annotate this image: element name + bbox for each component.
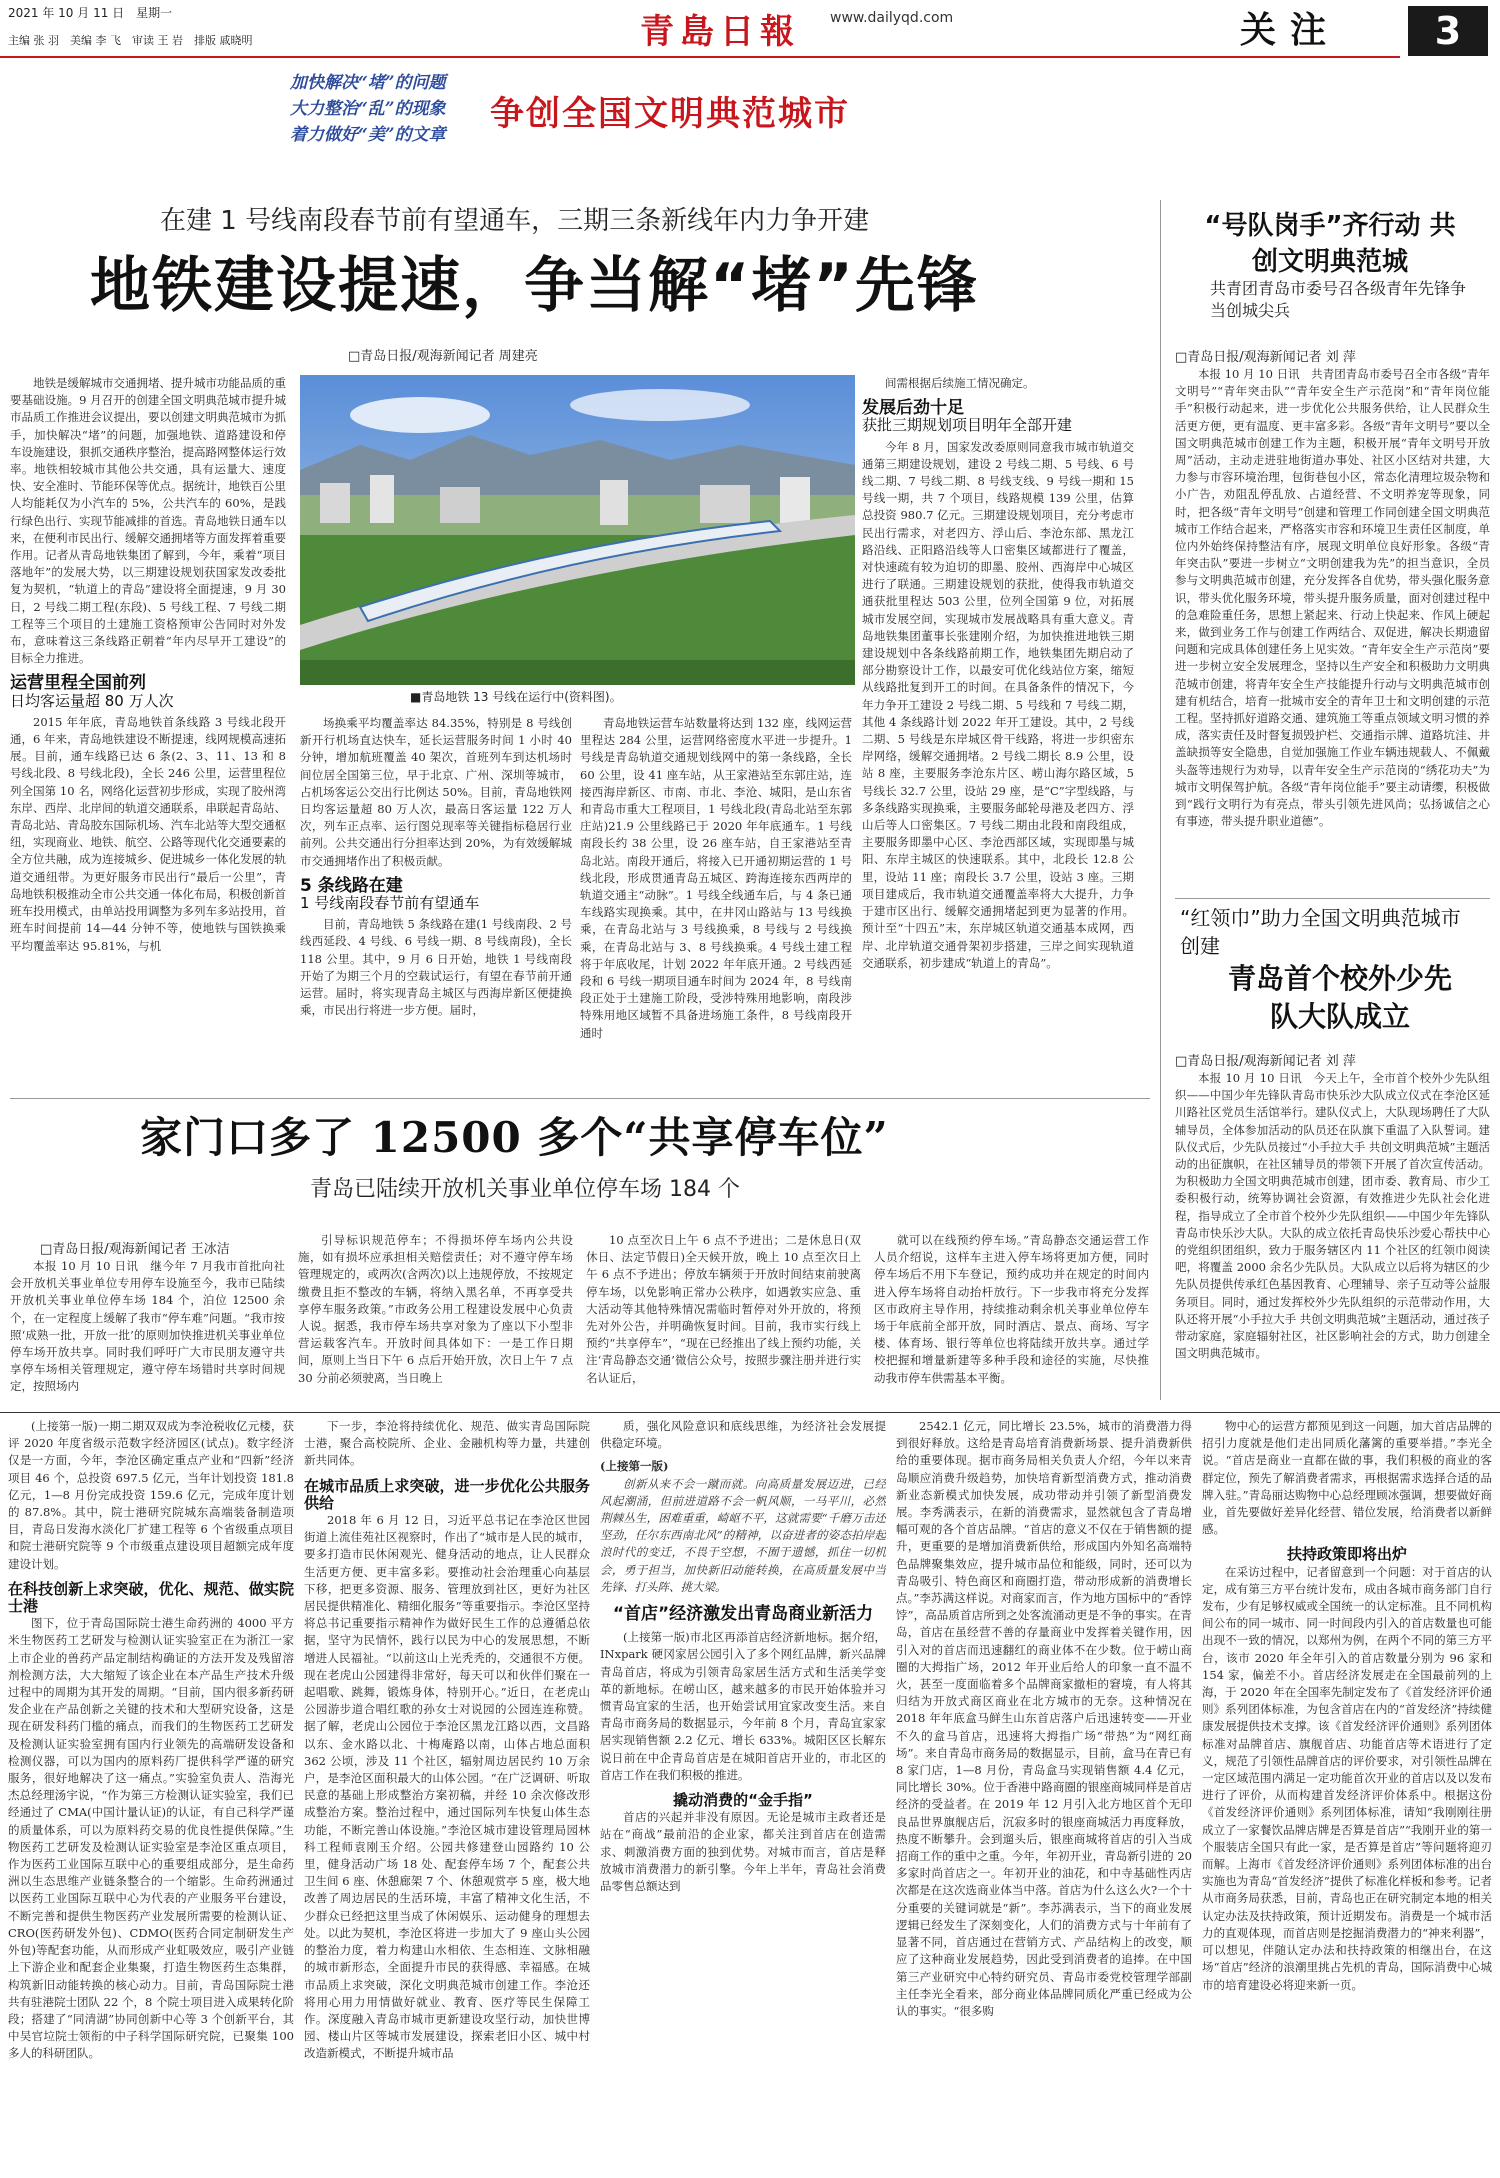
header-rule — [0, 56, 1400, 58]
paragraph: 地铁是缓解城市交通拥堵、提升城市功能品质的重要基础设施。9 月召开的创建全国文明典范城市提升城市品质工作推进会议提出，要以创建文明典范城市为抓手，加快解决“堵”的问题，加强地铁、道路建设和停车设施建设，狠抓交通秩序整治，提高路网整体运行效率。地铁相较城市其他公共交通，具有运量大、速度快、安全准时、节能环保等优点。据统计，地铁百公里人均能耗仅为小汽车的 5%，公共汽车的 60%，是践行绿色出行、实现节能减排的首选。青岛地铁日通车以来，在便利市民出行、缓解交通拥堵等方面发挥着重要作用。记者从青岛地铁集团了解到，今年，乘着“项目落地年”的发展大势，以三期建设规划获国家发改委批复为契机，“轨道上的青岛”建设将全面提速，9 月 30 日，2 号线二期工程(东段)、5 号线工程、7 号线二期工程等三个项目的土建施工资格预审公告同时对外发布，意味着这三条线路正朝着“年内尽早开工建设”的目标全力推进。 — [10, 376, 286, 666]
issue-date: 2021 年 10 月 11 日 星期一 — [8, 6, 173, 20]
section-divider — [1175, 898, 1490, 899]
paragraph: 引导标识规范停车；不得损坏停车场内公共设施，如有损坏应承担相关赔偿责任；对不遵守停车场管理规定的，或两次(含两次)以上违规停放，不按规定缴费且拒不整改的车辆，将纳入黑名单，不再享受共享停车服务政策。”市政务公用工程建设发展中心负责人说。据悉，我市停车场共享对象为了座以下小型非营运载客汽车。开放时间具体如下：一是工作日期间，原则上当日下午 6 点后开始开放，次日上午 7 点 30 分前必须驶离，当日晚上 — [298, 1233, 573, 1385]
paragraph: 物中心的运营方都预见到这一问题，加大首店品牌的招引力度就是他们走出同质化藩篱的重要举措。”李光全说。“首店是商业一直都在做的事，我们积极的商业的客群定位，预先了解消费者需求，再根据需求选择合适的品牌入驻。”青岛丽达购物中心总经理顾冰强调，想要做好商业，首先要做好差异化经营、错位发展，给消费者以新鲜感。 — [1202, 1419, 1492, 1537]
paragraph: 2015 年年底，青岛地铁首条线路 3 号线北段开通，6 年来，青岛地铁建设不断提速，线网规模高速拓展。目前，通车线路已达 6 条(2、3、11、13 和 8 号线北段、8 号线北段)，全长 246 公里，运营里程位列全国第 10 名，网络化运营初步形成，实现了胶州湾东岸、西岸、北岸间的轨道交通联系，串联起青岛站、青岛北站、青岛胶东国际机场、汽车北站等大型交通枢纽，实现商业、地铁、航空、公路等现代化交通要素的全方位共融，成为连接城乡、促进城乡一体化发展的轨道交通纽带。为更好服务市民出行“最后一公里”，青岛地铁积极推动全市公共交通一体化布局，积极创新首班车投用模式，由单站投用调整为多列车多站投用，首班车时间提前 14—44 分钟不等，使地铁与国铁换乘平均覆盖率达 95.81%，与机 — [10, 714, 286, 953]
paragraph: 10 点至次日上午 6 点不予进出；二是休息日(双休日、法定节假日)全天候开放，晚上 10 点至次日上午 6 点不予进出；停放车辆须于开放时间结束前驶离停车场，以免影响正常办公秩序，如遇敦实应急、重大活动等其他特殊情况需临时暂停对外开放的，将预先对外公告，并明确恢复时间。目前，我市实行线上预约“共享停车”，“现在已经推出了线上预约功能，关注‘青岛静态交通’微信公众号，按照步骤注册并进行实名认证后， — [586, 1233, 861, 1385]
subhead: 扶持政策即将出炉 — [1286, 1545, 1407, 1564]
paragraph: 在采访过程中，记者留意到一个问题：对于首店的认定，成有第三方平台统计发布，成由各城市商务部门自行发布，少有足够权威或全国统一的认定标准。且不同机构间公布的同一城市、同一时间段内引入的首店数量也可能出现不一致的情况，以郑州为例，在两个不同的第三方平台，该市 2020 年全年引入的首店数量分别为 96 家和 154 家，偏差不小。首店经济发展走在全国最前列的上海，于 2020 年在全国率先制定发布了《首发经济评价通则》系列团体标准，为包含首店在内的“首发经济”持续健康发展提供技术支撑。该《首发经济评价通则》系列团体标准对品牌首店、旗舰首店、功能首店等术语进行了定义，规范了引领性品牌首店的评价要求，对引领性品牌在一定区域范围内满足一定功能首次开业的首店以及以发布进行了评价，从而构建首发经济评价体系中。根据这份《首发经济评价通则》系列团体标准，请知“我刚刚往册成立了一家餐饮品牌店牌是否算是首店”“我刚开业的第一个服装店全国只有此一家，是否算是首店”等问题将迎刃而解。上海市《首发经济评价通则》系列团体标准的出台实施也为青岛“首发经济”提供了标准化样板和参考。记者从市商务局获悉，目前，青岛也正在研究制定本地的相关认定办法及扶持政策，预计近期发布。消费是一个城市活力的直观体现，而首店则是挖掘消费潜力的“神来利器”，可以想见，伴随认定办法和扶持政策的相继出台，在这场“首店”经济的浪潮里挑占先机的青岛，国际消费中心城市的培育建设必将迎来新一页。 — [1202, 1564, 1492, 1992]
bottom-column-1 — [8, 1418, 294, 2173]
bottom-column-2 — [304, 1418, 590, 2173]
paragraph: 首店的兴起并非没有原因。无论是城市主政者还是站在“商战”最前沿的企业家，都关注到首店在创造需求、刺激消费方面的独到优势。对城市而言，首店是释放城市消费潜力的新引擎。今年上半年，青岛社会消费品零售总额达到 — [600, 1810, 886, 1894]
paragraph: 本报 10 月 10 日讯 继今年 7 月我市首批向社会开放机关事业单位专用停车设施至今，我市已陆续开放机关事业单位停车场 184 个，泊位 12500 余个，在一定程度上缓解了我市“停车难”问题。“我市按照‘成熟一批，开放一批’的原则加快推进机关事业单位停车场开放共享。同时我们呼吁广大市民朋友遵守共享停车场相关管理规定，遵守停车场错时共享时间规定，按照场内 — [10, 1259, 285, 1394]
bottom-column-5 — [1202, 1418, 1492, 2173]
lead-byline: □青岛日报/观海新闻记者 周建亮 — [348, 349, 538, 364]
page-number: 3 — [1408, 6, 1488, 56]
parking-subtitle: 青岛已陆续开放机关事业单位停车场 184 个 — [310, 1177, 740, 1202]
parking-column-2 — [298, 1232, 573, 1408]
paragraph: 图下，位于青岛国际院士港生命药洲的 4000 平方米生物医药工艺研发与检测认证实验室正在为浙江一家上市企业的兽药产品定制结构确证的方法开发及残留溶剂检测方法，大大缩短了该企业在本产品生产技术升级过程中的周期为其开发的周期。“目前，国内很多新药研发企业在产品创新之关键的技术和大型研究设备，这是现在研发科药门槛的痛点，而我们的生物医药工艺研发及检测认证实验室拥有国内行业领先的高端研发设备和检测仪器，可以为国内的原料药厂提供科学严谨的研究服务，很好地解决了这一痛点。”实验室负责人、浩海光杰总经理汤宇说，“作为第三方检测认证实验室，我们已经通过了 CMA(中国计量认证)的认证，有自己科学严谨的质量体系，可以为原料药交易的优良性提供保障。”生物医药工艺研发及检测认证实验室是李沧区重点项目，作为医药工业国际互联中心的重要组成部分，是生命药洲以生态思维产业链条整合的一个缩影。生命药洲通过以医药工业国际互联中心为代表的产业服务平台建设，不断完善和提供生物医药产业发展所需要的检测认证、CRO(医药研发外包)、CDMO(医药合同定制研发生产外包)等配套功能，从而形成产业虹吸效应，吸引产业链上下游企业和配套企业集聚，打造生物医药生态集群，构筑新旧动能转换的核心动力。目前，青岛国际院士港共有驻港院士团队 22 个，8 个院士项目进入成果转化阶段；搭建了“同清湖”协同创新中心等 3 个创新平台，其中吴官垃院士领衔的中子科学国际研究院，已聚集 100 多人的科研团队。 — [8, 1616, 294, 2061]
subhead-sub: 获批三期规划项目明年全部开建 — [862, 416, 1073, 435]
editor-credits: 主编 张 羽 美编 李 飞 审读 王 岩 排版 戚晓明 — [8, 34, 253, 47]
side2-title: 青岛首个校外少先队大队成立 — [1227, 962, 1452, 1033]
side1-title: “号队岗手”齐行动 共创文明典范城 — [1204, 211, 1456, 277]
paragraph: (上接第一版)市北区再添首店经济新地标。据介绍，INxpark 硬冈家居公园引入了多个网红品牌，新兴品牌青岛首店，将成为引领青岛家居生活方式和生活美学变革的新地标。在崂山区，越来越多的市民开始体验并习惯青岛宜家的生活，也开始尝试用宜家改变生活。来自青岛市商务局的数据显示，今年前 8 个月，青岛宜家家居实现销售额 2.2 亿元、增长 633%。城阳区区长解东说日前在中企青岛首店是在城阳首店开业的，市北区的首店工作在我们积极的推进。 — [600, 1630, 886, 1782]
paragraph: 青岛地铁运营车站数量将达到 132 座，线网运营里程达 284 公里，运营网络密度水平进一步提升。1 号线是青岛轨道交通规划线网中的第一条线路，全长 60 公里，设 41 座车站，从王家港站至东郭庄站，连接西海岸新区、市南、市北、李沧、城阳，是山东省和青岛市重大工程项目，1 号线北段(青岛北站至东郭庄站)21.9 公里线路已于 2020 年年底通车。1 号线南段长约 38 公里，设 26 座车站，自王家港站至青岛北站。南段开通后，将接入已开通初期运营的 1 号线北段，形成贯通青岛五城区、跨海连接东西两岸的轨道交通主“动脉”。1 号线全线通车后，与 4 条已通车线路实现换乘。其中，在井冈山路站与 13 号线换乘，在青岛北站与 3 号线换乘，8 号线与 2 号线换乘，在青岛北站与 3、8 号线换乘。4 号线土建工程将于年底收尾，计划 2022 年年底开通。2 号线西延段和 6 号线一期项目通车时间为 2024 年，8 号线南段正处于土建施工阶段，受涉特殊用地影响，南段涉特殊用地区域暂不具备进场施工条件，8 号线南段开通时 — [580, 716, 852, 1040]
lead-subtitle: 在建 1 号线南段春节前有望通车，三期三条新线年内力争开建 — [160, 206, 870, 236]
paragraph: 2542.1 亿元，同比增长 23.5%，城市的消费潜力得到很好释放。这给是青岛培育消费新场景、提升消费新供给的重要体现。据市商务局相关负责人介绍，今年以来青岛顺应消费升级趋势，加快培育新型消费方式，推动消费新业态新模式加快发展，成功带动并引领了新型消费发展。李秀满表示，在新的消费需求，显然就包含了青岛增幅可观的各个首店品牌。“首店的意义不仅在于销售额的提升，更重要的是增加消费新供给，形成国内外知名高端特色品牌聚集效应，提升城市品位和能级，同时，还可以为青岛吸引、特色商区和商圈打造，带动形成新的消费增长点。”李苏满这样说。对商家而言，作为地方国标中的“香饽饽”，高品质首店所到之处客流涌动更是不争的事实。在青岛，首店在虽经营不善的存量商业中发挥着关键作用，因引入对的首店而迅速翻红的商业体不在少数。位于崂山商圈的大拇指广场，2012 年开业后给人的印象一直不温不火，甚至一度面临着多个品牌商家撤柜的窘境，有人将其归结为开放式商区商业在北方城市的无奈。这种情况在 2018 年年底盒马鲜生山东首店落户后迅速转变——开业不久的盒马首店，迅速将大拇指广场“带热”为“网红商场”。来自青岛市商务局的数据显示，目前，盒马在青已有 8 家门店，1—8 月份，青岛盒马实现销售额 4.4 亿元，同比增长 30%。位于香港中路商圈的银座商城同样是首店经济的受益者。在 2019 年 12 月引入北方地区首个无印良品世界旗舰店后，沉寂多时的银座商城活力再度释放，热度不断攀升。会到遛头后，银座商城将首店的引入当成招商工作的重中之重。今年，年初开业，青岛新引进的 20 多家时尚首店之一。年初开业的油花，和中寺基础性丙店次都是在这次选商业体当中落。首店为什么这么火?一个十分重要的关键词就是“新”。李苏满表示，当下的商业发展逻辑已经发生了深刻变化，人们的消费方式与十年前有了显著不同，首店通过在营销方式、产品结构上的改变，顺应了这种商业发展趋势，因此受到消费者的追捧。在中国第三产业研究中心特约研究员、青岛市委党校管理学部副主任李光全看来，部分商业体品牌同质化严重已经成为公认的事实。“很多购 — [896, 1419, 1192, 2018]
slogan: 加快解决“堵”的问题 — [290, 73, 446, 93]
paragraph: 间需根据后续施工情况确定。 — [885, 376, 1035, 390]
photo-caption: ■青岛地铁 13 号线在运行中(资料图)。 — [410, 690, 622, 704]
slogan: 大力整治“乱”的现象 — [290, 99, 446, 119]
bottom-column-3 — [600, 1418, 886, 2173]
parking-column-4 — [874, 1232, 1149, 1408]
paragraph: 目前，青岛地铁 5 条线路在建(1 号线南段、2 号线西延段、4 号线、6 号线一期、8 号线南段)，全长 118 公里。其中，9 月 6 日开始，地铁 1 号线南段开始了为期三个月的空载试运行，有望在春节前开通运营。届时，将实现青岛主城区与西海岸新区便捷换乘，市民出行将进一步方便。届时， — [300, 917, 572, 1018]
campaign-banner — [290, 66, 930, 152]
commentary-text: 创新从来不会一蹴而就。向高质量发展迈进，已经风起潮涌，但前进道路不会一帆风顺，一马平川，必然荆棘丛生，困难重重，崎岖不平，这就需要“千磨万击还坚劲，任尔东西南北风”的精神，以奋进者的姿态拍岸起浪时代的变迁，不畏于空想，不囿于遗憾，抓住一切机会，勇于担当，加快新旧动能转换，在高质量发展中当先锋、打头阵、挑大梁。 — [600, 1476, 886, 1594]
masthead — [0, 0, 1500, 60]
subhead: 5 条线路在建 — [300, 875, 403, 896]
subhead: 发展后劲十足 — [862, 398, 964, 419]
parking-byline: □青岛日报/观海新闻记者 王冰洁 — [40, 1242, 230, 1257]
lead-column-2 — [300, 715, 572, 1095]
lead-title: 地铁建设提速，争当解“堵”先锋 — [90, 251, 979, 321]
section-divider — [0, 1412, 1500, 1413]
subhead: “首店”经济激发出青岛商业新活力 — [612, 1604, 874, 1625]
slogan: 着力做好“美”的文章 — [290, 125, 446, 145]
paragraph: 场换乘平均覆盖率达 84.35%，特别是 8 号线创新开行机场直达快车，延长运营服务时间 1 小时 40 分钟，增加航班覆盖 40 架次，首班列车到达机场时间位居全国第三位，早于北京、广州、深圳等城市，占机场客运公交出行比例达 50%。目前，青岛地铁网日均客运量超 80 万人次，最高日客运量 122 万人次，列车正点率、运行图兑现率等关键指标稳居行业前列。公共交通出行分担率达到 20%，为有效缓解城市交通拥堵作出了积极贡献。 — [300, 716, 572, 868]
lead-column-4 — [862, 375, 1134, 1095]
section-name: 关注 — [1240, 9, 1341, 51]
newspaper-logo: 青島日報 — [640, 12, 800, 52]
paragraph: 今年 8 月，国家发改委原则同意我市城市轨道交通第三期建设规划，建设 2 号线二期、5 号线、6 号线二期、7 号线二期、8 号线支线、9 号线一期和 15 号线一期，共 7 个项目，线路规模 139 公里，估算总投资 980.7 亿元。三期建设规划项目，充分考虑市民出行需求，对老四方、浮山后、李沧东部、黑龙江路沿线、正阳路沿线等人口密集区域都进行了覆盖，对快速疏有较为迫切的即墨、胶州、西海岸中心城区进行了联通。三期建设规划的获批，使得我市轨道交通获批里程达 503 公里，位列全国第 9 位，对拓展城市发展空间，实现城市发展战略具有重大意义。青岛地铁集团董事长张建刚介绍，为加快推进地铁三期建设规划中各条线路前期工作，地铁集团先期启动了部分勘察设计工作，以最安可优化线站位方案，缩短从线路批复到开工的时间。在具备条件的情况下，今年力争开工建设 2 号线二期、5 号线和 7 号线二期，其他 4 条线路计划 2022 年开工建设。其中，2 号线二期、5 号线是东岸城区骨干线路，将进一步织密东岸网络，缓解交通拥堵。2 号线二期长 8.9 公里，设站 8 座，主要服务李沧东片区、崂山海尔路区域，5 号线长 32.7 公里，设站 29 座，是“C”字型线路，与多条线路实现换乘，主要服务邮轮母港及老四方、浮山后等人口密集区。7 号线二期由北段和南段组成，主要服务即墨中心区、李沧西部区域，实现即墨与城阳、东岸主城区的快速联系。其中，北段长 12.8 公里，设站 11 座；南段长 3.7 公里，设站 3 座。三期项目建成后，我市轨道交通覆盖率将大大提升，力争于建市区出行、缓解交通拥堵起到更为显著的作用。预计至“十四五”末，东岸城区轨道交通基本成网，西岸、北岸轨道交通骨架初步搭建，三岸之间实现轨道交通联系，初步建成“轨道上的青岛”。 — [862, 439, 1134, 970]
lead-column-1 — [10, 375, 286, 1095]
paragraph: (上接第一版)一期二期双双成为李沧税收亿元楼，获评 2020 年度省级示范数字经济园区(试点)。数字经济仅是一方面，今年，李沧区确定重点产业和“四新”经济项目 46 个，总投资 697.5 亿元，当年计划投资 181.8 亿元，1—8 月份完成投资 159.6 亿元，完成年度计划的 87.8%。其中，院士港研究院城东高端装备制造项目，青岛日发海水淡化厂扩建工程等 6 个省级重点项目和院士港研究院等 9 个市级重点建设项目超额完成年度建设计划。 — [8, 1419, 294, 1571]
side2-body — [1175, 1070, 1490, 1405]
subhead-sub: 1 号线南段春节前有望通车 — [300, 894, 480, 913]
section-divider — [10, 1098, 1150, 1099]
side2-byline: □青岛日报/观海新闻记者 刘 萍 — [1175, 1054, 1356, 1069]
column-divider — [1160, 200, 1161, 1400]
parking-column-1 — [10, 1258, 285, 1408]
side1-subtitle: 共青团青岛市委号召各级青年先锋争当创城尖兵 — [1210, 279, 1467, 320]
subway-photo — [300, 375, 855, 685]
site-url[interactable]: www.dailyqd.com — [830, 10, 954, 26]
subhead: 在科技创新上求突破，优化、规范、做实院士港 — [8, 1579, 294, 1616]
paragraph: 质，强化风险意识和底线思维，为经济社会发展提供稳定环境。 — [600, 1419, 886, 1451]
lead-column-3 — [580, 715, 852, 1095]
bottom-column-4 — [896, 1418, 1192, 2173]
subhead: 撬动消费的“金手指” — [673, 1791, 813, 1810]
side2-kicker: “红领巾”助力全国文明典范城市创建 — [1180, 906, 1461, 958]
paragraph: 下一步，李沧将持续优化、规范、做实青岛国际院士港，聚合高校院所、企业、金融机构等力量，共建创新共同体。 — [304, 1419, 590, 1468]
side1-body — [1175, 366, 1490, 896]
parking-title: 家门口多了 12500 多个“共享停车位” — [140, 1113, 889, 1162]
paragraph: 就可以在线预约停车场。”青岛静态交通运营工作人员介绍说，这样车主进入停车场将更加方便，同时停车场后不用下车登记，预约成功并在规定的时间内进入停车场将自动抬杆放行。下一步我市将充分发挥区市政府主导作用，持续推动剩余机关事业单位停车场于年底前全部开放，同时酒店、景点、商场、写字楼、体育场、银行等单位也将陆续开放共享。通过学校把握和增量新建等多种手段和途径的实施，尽快推动我市停车供需基本平衡。 — [874, 1233, 1149, 1385]
parking-column-3 — [586, 1232, 861, 1408]
jump-label: (上接第一版) — [600, 1459, 669, 1474]
side1-byline: □青岛日报/观海新闻记者 刘 萍 — [1175, 350, 1356, 365]
subhead: 在城市品质上求突破，进一步优化公共服务供给 — [304, 1476, 590, 1512]
subhead: 运营里程全国前列 — [10, 673, 146, 694]
paragraph: 本报 10 月 10 日讯 今天上午，全市首个校外少先队组织——中国少年先锋队青岛市快乐沙大队成立仪式在李沧区延川路社区党员生活馆举行。建队仪式上，大队现场聘任了大队辅导员，全体参加活动的队员还在队旗下重温了入队誓词。建队仪式后，少先队员接过“小手拉大手 共创文明典范城”主题活动的出征旗帜，在社区辅导员的带领下开展了首次宣传活动。为积极助力全国文明典范城市创建，团市委、教育局、市少工委积极行动，统筹协调社会资源，有效推进少先队社会化进程，指导成立了全市首个校外少先队组织——中国少年先锋队青岛市快乐沙大队。大队的成立依托青岛快乐沙爱心帮扶中心的党组织团组织，致力于服务辖区内 11 个社区的红领巾阅读吧，将覆盖 2000 余名少先队员。大队成立以后将为辖区的少先队员提供传承红色基因教育、心理辅导、亲子互动等公益服务项目。同时，通过发挥校外少先队组织的示范带动作用，大队还将开展“小手拉大手 共创文明典范城”主题活动，通过孩子带动家庭，家庭辐射社区，社区影响社会的方式，助力创建全国文明典范城市。 — [1175, 1071, 1490, 1361]
paragraph: 本报 10 月 10 日讯 共青团青岛市委号召全市各级“青年文明号”“青年突击队”“青年安全生产示范岗”和“青年岗位能手”积极行动起来，进一步优化公共服务供给，让人民群众生活更方便，更有温度、更丰富多彩。各级“青年文明号”要以全国文明典范城市创建工作为主题，积极开展“青年文明号开放周”活动，主动走进驻地街道办事处、社区小区结对共建，大力参与市容环境治理，包街巷包小区，常态化清理垃圾杂物和小广告，劝阻乱停乱放、占道经营、不文明养宠等现象，同时，把各级“青年文明号”创建和管理工作同创建全国文明典范城市工作结合起来，严格落实市容和环境卫生责任区制度，单位内外始终保持整洁有序，展现文明单位良好形象。各级“青年突击队”要进一步树立“文明创建我为先”的担当意识，全员参与文明典范城市创建，充分发挥各自优势，带头强化服务意识，带头优化服务环境，带头提升服务质量，面对创建过程中的急难险重任务，思想上紧起来、行动上快起来、作风上硬起来，做到业务工作与创建工作两结合、双促进，解决长期遗留问题和完成具体创建任务上见实效。“青年安全生产示范岗”要进一步树立安全发展理念，坚持以生产安全和积极助力文明典范城市创建，将青年安全生产技能提升行动与文明典范城市创建有机结合，培育一批城市安全的青年卫士和文明创建的示范工程。坚持抓好道路交通、建筑施工等重点领域文明习惯的养成，落实责任及时督复损毁护栏、交通指示牌、道路坑洼、井盖缺损等安全隐患，自觉加强施工作业车辆违规载人、不佩戴头盔等违规行为劝导，以青年安全生产示范岗的“绣花功夫”为城市文明保驾护航。各级“青年岗位能手”要主动请缨，积极做到“践行文明行为有亮点，带头引领先进风尚；弘扬诚信之心有事迹，带头提升职业道德”。 — [1175, 367, 1490, 829]
banner-title: 争创全国文明典范城市 — [490, 94, 850, 134]
subhead-sub: 日均客运量超 80 万人次 — [10, 691, 174, 710]
banner-slogans — [290, 70, 460, 148]
paragraph: 2018 年 6 月 12 日，习近平总书记在李沧区世园街道上流佳苑社区视察时，作出了“城市是人民的城市，要多打造市民休闲观光、健身活动的地点，让人民群众生活更方便、更丰富多彩。要推动社会治理重心向基层下移，把更多资源、服务、管理放到社区，更好为社区居民提供精准化、精细化服务”等重要指示。李沧区坚持将总书记重要指示精神作为做好民生工作的总遵循总依据，坚守为民情怀，践行以民为中心的发展思想，不断增进人民福祉。“以前这山上光秃秃的，交通很不方便。现在老虎山公园建得非常好，每天可以和伙伴们聚在一起唱歌、跳舞，锻炼身体，特别开心。”近日，在老虎山公园游步道合唱红歌的孙女士对说园的公园连连称赞。据了解，老虎山公园位于李沧区黑龙江路以西，文昌路以东、金水路以北、十梅庵路以南，山体占地总面积 362 公顷，涉及 11 个社区，辐射周边居民约 10 万余户，是李沧区面积最大的山体公园。“在广泛调研、听取民意的基础上形成整治方案初稿，并经 10 余次修改形成整治方案。整治过程中，通过国际列车快复山体生态功能，不断完善山体设施。”李沧区城市建设管理局园林科工程师袁刚玉介绍。公园共修建登山园路约 10 公里，健身活动广场 18 处、配套停车场 7 个，配套公共卫生间 6 座、休憩廊架 7 个、休憩观赏亭 5 座，极大地改善了周边居民的生活环境，丰富了精神文化生活，不少群众已经把这里当成了休闲娱乐、运动健身的理想去处。以此为契机，李沧区将进一步加大了 9 座山头公园的整治力度，着力构建山水相依、生态相连、文脉相融的城市新形态，全面提升市民的获得感、幸福感。在城市品质上求突破，深化文明典范城市创建工作。李沧还将用心用力用情做好就业、教育、医疗等民生保障工作。深度融入青岛市城市更新建设攻坚行动，加快世博园、楼山片区等城市发展建设，探索老旧小区、城中村改造新模式，不断提升城市品 — [304, 1513, 590, 2061]
